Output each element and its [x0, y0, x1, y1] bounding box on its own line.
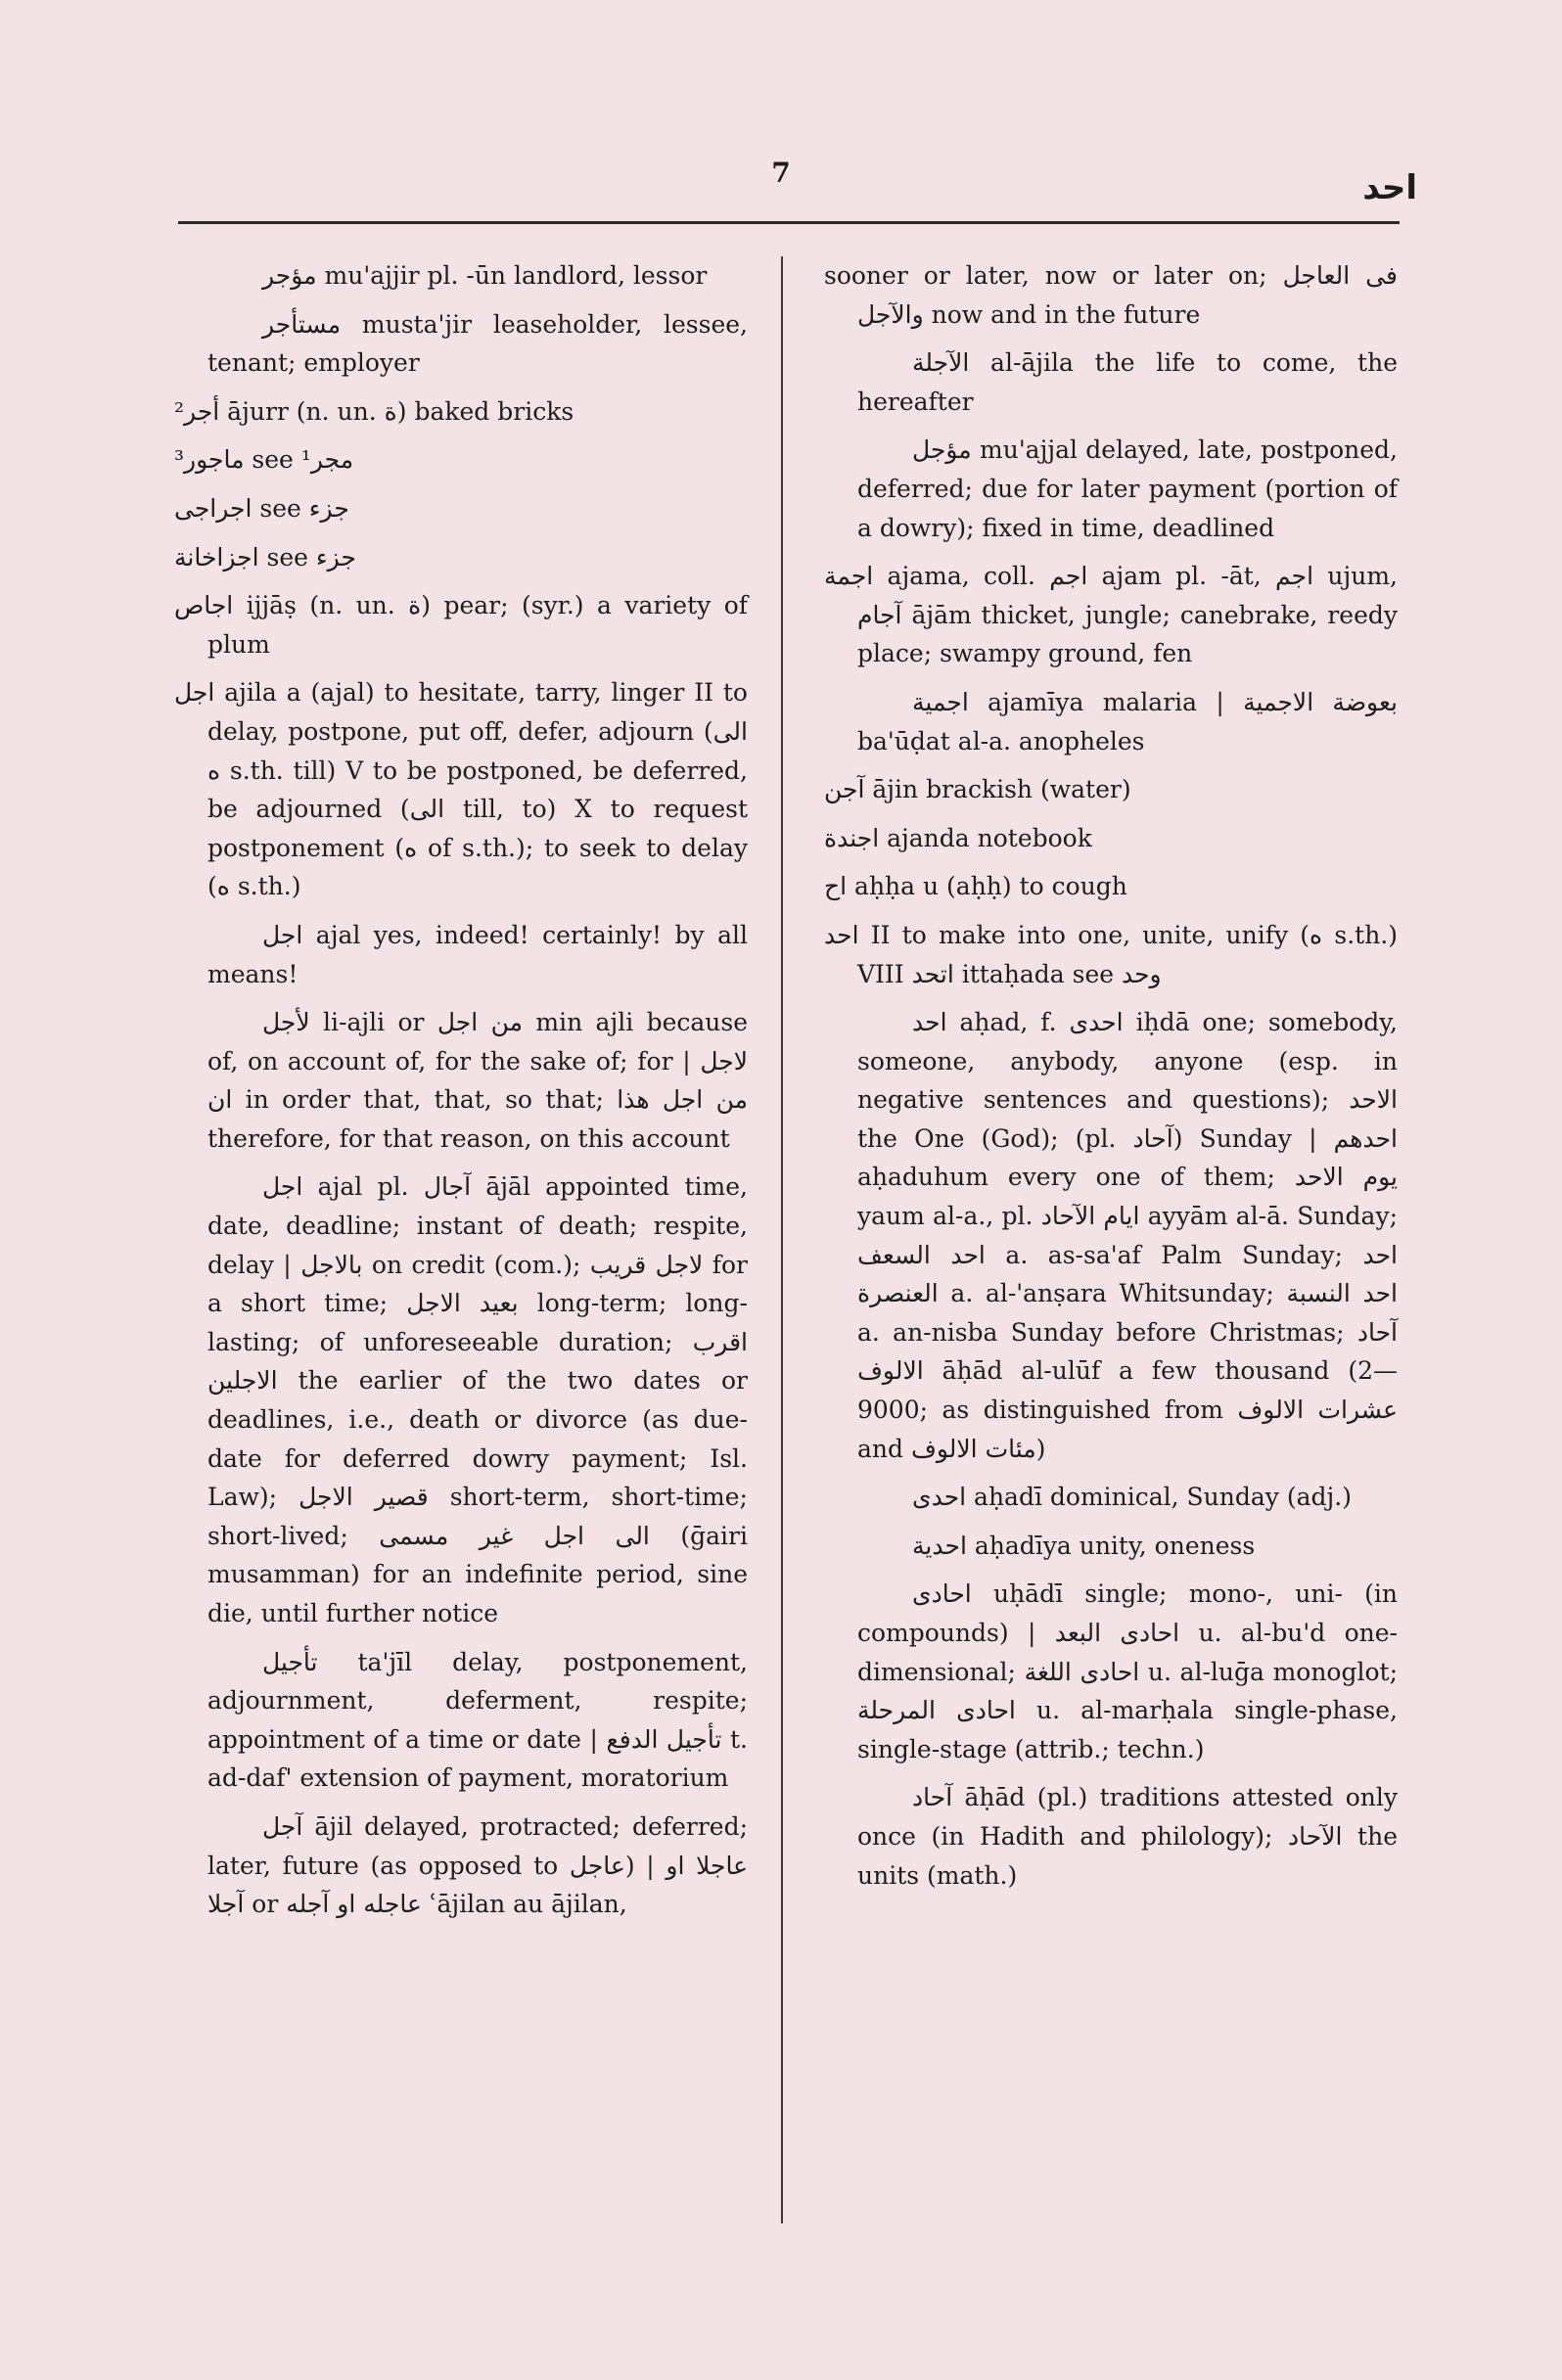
dictionary-entry: اجل ajal pl. آجال ājāl appointed time, date, deadline; instant of death; respite, delay | بالاجل on credit (com.); لاجل قريب for a short time; بعيد الاجل long-term; long-lasting; of unforeseeable duration; اقرب الاجلين the earlier of the two dates or deadlines, i.e., death or divorce (as due-date for deferred dowry payment; Isl. Law); قصير الاجل short-term, short-time; short-lived; الى اجل غير مسمى (ḡairi musamman) for an indefinite period, sine die, until further notice [207, 1172, 749, 1627]
dictionary-entry: sooner or later, now or later on; فى العاجل والآجل now and in the future [824, 261, 1398, 329]
dictionary-entry: آجن ājin brackish (water) [824, 775, 1131, 804]
dictionary-entry: اجل ajila a (ajal) to hesitate, tarry, linger II to delay, postpone, put off, defer, adjourn (الى ه s.th. till) V to be postponed, be deferred, be adjourned (الى till, to) X to request postponement (ه of s.th.); to seek to delay (ه s.th.) [174, 678, 749, 901]
right-column [824, 256, 1398, 1904]
dictionary-entry: الآجلة al-ājila the life to come, the hereafter [857, 348, 1398, 416]
dictionary-entry: مؤجل mu'ajjal delayed, late, postponed, deferred; due for later payment (portion of a dowry); fixed in time, deadlined [857, 435, 1398, 542]
column-divider [781, 256, 783, 2223]
dictionary-entry: آحاد āḥād (pl.) traditions attested only once (in Hadith and philology); الآحاد the units (math.) [857, 1783, 1398, 1890]
dictionary-entry: تأجيل ta'jīl delay, postponement, adjournment, deferment, respite; appointment of a time or date | تأجيل الدفع t. ad-daf' extension of payment, moratorium [207, 1647, 748, 1793]
dictionary-entry: احادى uḥādī single; mono-, uni- (in compounds) | احادى البعد u. al-bu'd one-dimensional; احادى اللغة u. al-luḡa monoglot; احادى المرحلة u. al-marḥala single-phase, single-stage (attrib.; techn.) [857, 1579, 1399, 1763]
dictionary-entry: اجزاخانة see جزء [174, 542, 356, 572]
dictionary-entry: مستأجر musta'jir leaseholder, lessee, tenant; employer [207, 309, 748, 378]
dictionary-entry: اح aḥḥa u (aḥḥ) to cough [824, 872, 1127, 901]
dictionary-entry: اجندة ajanda notebook [824, 823, 1092, 852]
page-number: 7 [771, 157, 791, 189]
dictionary-entry: آجل ājil delayed, protracted; deferred; later, future (as opposed to عاجل) | عاجلا او آجلا or عاجله او آجله ʿājilan au ājilan, [207, 1811, 749, 1919]
dictionary-entry: مؤجر mu'ajjir pl. -ūn landlord, lessor [262, 261, 708, 290]
dictionary-entry: اجمة ajama, coll. اجم ajam pl. -āt, اجم ujum, آجام ājām thicket, jungle; canebrake, reedy place; swampy ground, fen [824, 562, 1398, 668]
running-headword: احد [1362, 168, 1417, 207]
dictionary-entry: لأجل li-ajli or من اجل min ajli because of, on account of, for the sake of; for | لاجل ان in order that, that, so that; من اجل هذا therefore, for that reason, on this account [207, 1008, 748, 1153]
dictionary-entry: اجل ajal yes, indeed! certainly! by all means! [207, 920, 748, 988]
dictionary-entry: ²أجر ājurr (n. un. ة) baked bricks [174, 396, 574, 426]
left-column [174, 256, 748, 1934]
dictionary-entry: احد II to make into one, unite, unify (ه s.th.) VIII اتحد ittaḥada see وحد [824, 920, 1398, 988]
dictionary-entry: اجراجى see جزء [174, 493, 349, 523]
dictionary-entry: اجمية ajamīya malaria | بعوضة الاجمية ba'ūḍat al-a. anopheles [857, 687, 1398, 755]
dictionary-entry: اجاص ijjāṣ (n. un. ة) pear; (syr.) a variety of plum [174, 591, 748, 659]
header-rule [178, 221, 1400, 224]
dictionary-entry: احدى aḥadī dominical, Sunday (adj.) [912, 1483, 1352, 1512]
dictionary-entry: احد aḥad, f. احدى iḥdā one; somebody, someone, anybody, anyone (esp. in negative sentences and questions); الاحد the One (God); (pl. آحاد) Sunday | احدهم aḥaduhum every one of them; يوم الاحد yaum al-a., pl. ايام الآحاد ayyām al-ā. Sunday; احد السعف a. as-sa'af Palm Sunday; احد العنصرة a. al-'anṣara Whitsunday; احد النسبة a. an-nisba Sunday before Christmas; آحاد الالوف āḥād al-ulūf a few thousand (2—9000; as distinguished from عشرات الالوف and مئات الالوف) [857, 1008, 1399, 1463]
dictionary-entry: ³ماجور see ¹مجر [174, 445, 354, 475]
dictionary-entry: احدية aḥadīya unity, oneness [912, 1531, 1256, 1560]
